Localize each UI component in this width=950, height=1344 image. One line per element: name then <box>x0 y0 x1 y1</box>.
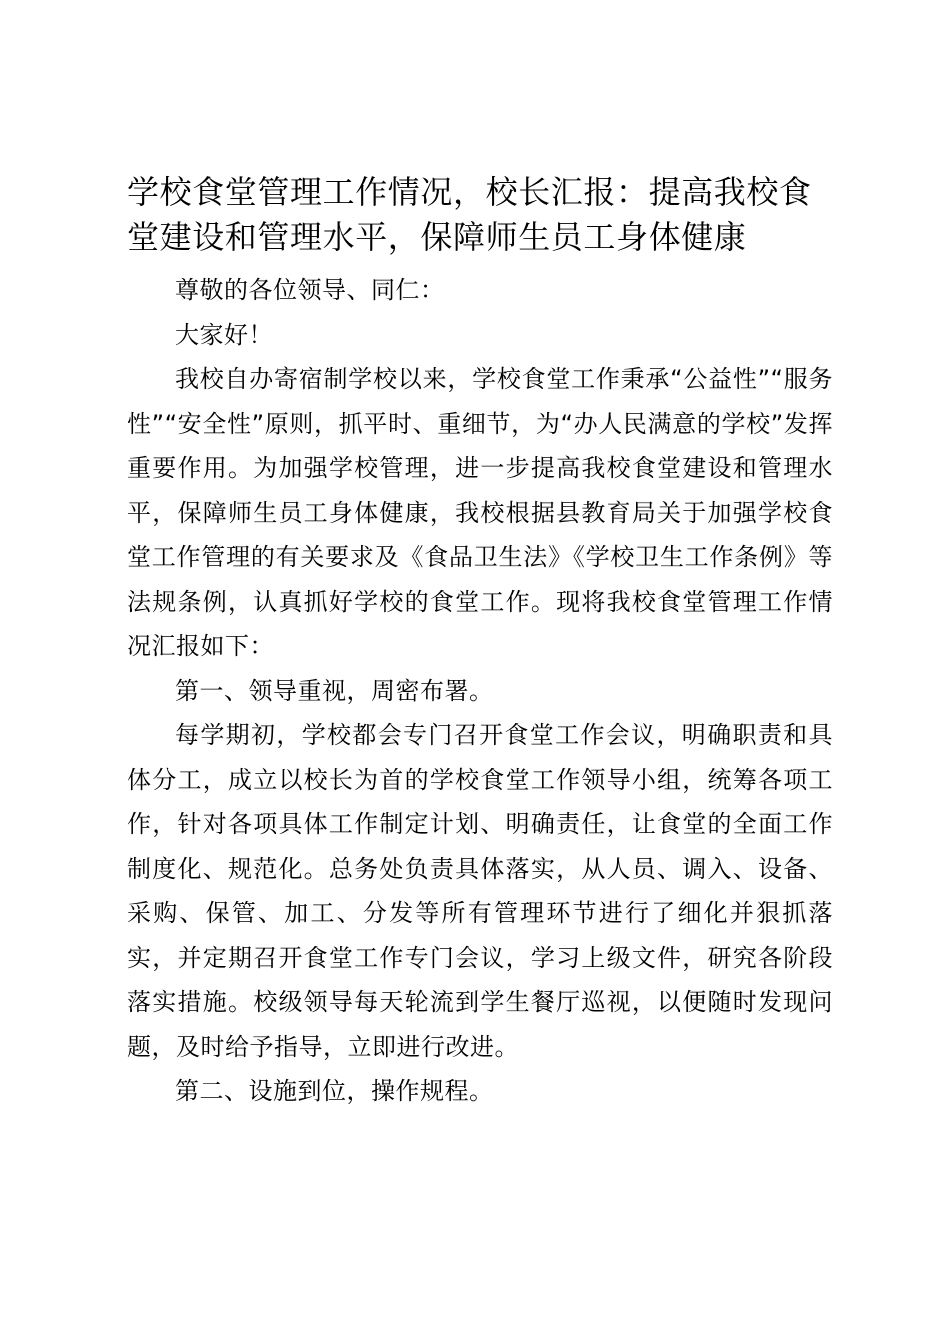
section-1-paragraph: 每学期初，学校都会专门召开食堂工作会议，明确职责和具体分工，成立以校长为首的学校食堂工作领导小组，统筹各项工作，针对各项具体工作制定计划、明确责任，让食堂的全面工作制度化、规范化。总务处负责具体落实，从人员、调入、设备、采购、保管、加工、分发等所有管理环节进行了细化并狠抓落实，并定期召开食堂工作专门会议，学习上级文件，研究各阶段落实措施。校级领导每天轮流到学生餐厅巡视，以便随时发现问题，及时给予指导，立即进行改进。 <box>127 721 833 1061</box>
salutation: 尊敬的各位领导、同仁： <box>175 276 445 304</box>
greeting: 大家好！ <box>175 320 273 349</box>
document-title: 学校食堂管理工作情况，校长汇报：提高我校食堂建设和管理水平，保障师生员工身体健康 <box>127 173 812 256</box>
document-body <box>127 170 833 1114</box>
section-heading-2: 第二、设施到位，操作规程。 <box>175 1077 494 1105</box>
intro-paragraph: 我校自办寄宿制学校以来，学校食堂工作秉承“公益性”“服务性”“安全性”原则，抓平时、重细节，为“办人民满意的学校”发挥重要作用。为加强学校管理，进一步提高我校食堂建设和管理水平，保障师生员工身体健康，我校根据县教育局关于加强学校食堂工作管理的有关要求及《食品卫生法》《学校卫生工作条例》等法规条例，认真抓好学校的食堂工作。现将我校食堂管理工作情况汇报如下： <box>127 365 833 660</box>
section-heading-1: 第一、领导重视，周密布署。 <box>175 676 494 705</box>
